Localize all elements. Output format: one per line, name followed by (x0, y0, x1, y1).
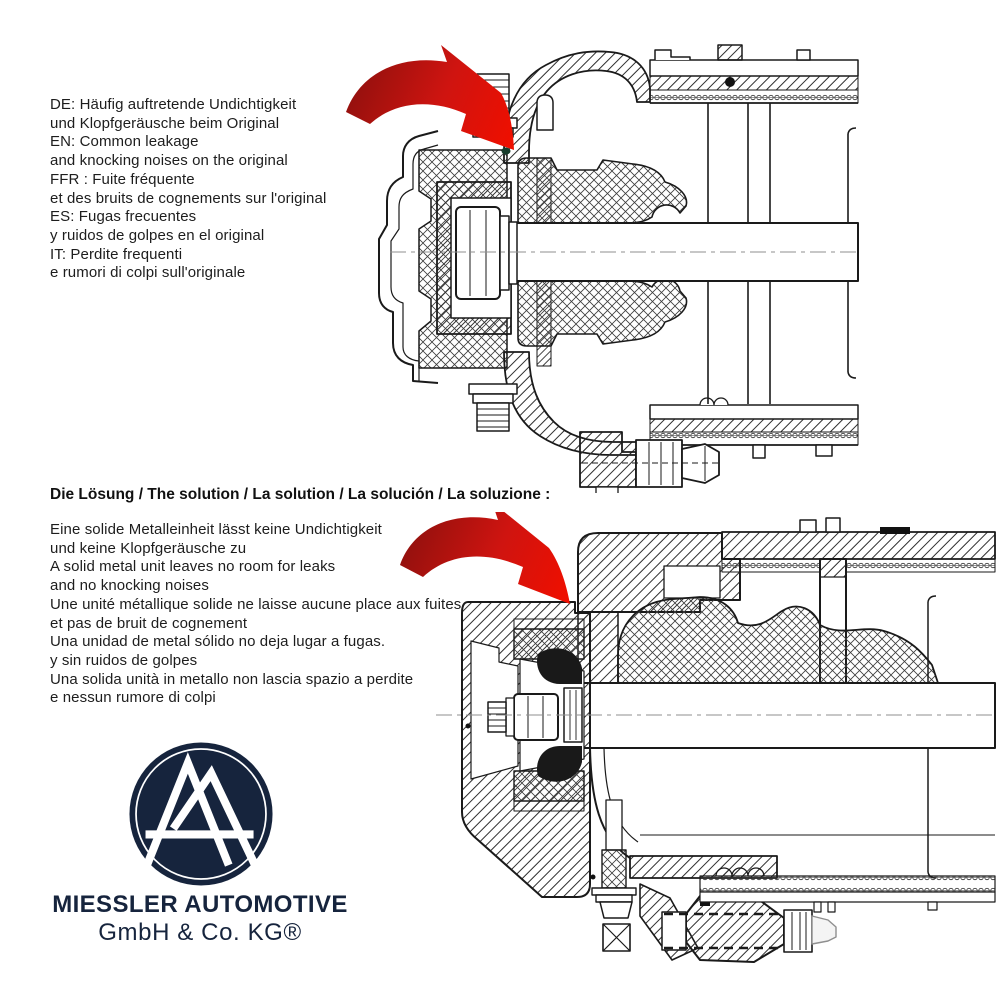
problem-line: DE: Häufig auftretende Undichtigkeit (50, 96, 297, 113)
solution-line: Una solida unità in metallo non lascia spazio a perdite (50, 670, 414, 688)
problem-line: ES: Fugas frecuentes (50, 208, 197, 226)
solution-line: e nessun rumore di colpi (50, 689, 216, 707)
solution-heading: Die Lösung / The solution / La solution / La solución / La soluzione : (50, 486, 551, 503)
bottom-technical-drawing (400, 512, 1000, 1000)
solution-line: A solid metal unit leaves no room for leaks (50, 558, 336, 576)
problem-line: y ruidos de golpes en el original (50, 226, 265, 244)
solution-line: und keine Klopfgeräusche zu (50, 539, 247, 557)
problem-line: EN: Common leakage (50, 133, 199, 151)
solution-line: Una unidad de metal sólido no deja lugar a fugas. (50, 633, 386, 651)
dome-shell (504, 51, 650, 163)
solution-line: Une unité métallique solide ne laisse aucune place aux fuites (50, 595, 462, 613)
problem-line: et des bruits de cognements sur l'original (50, 189, 327, 207)
rubber-boot-lower (518, 279, 687, 346)
solution-line: and no knocking noises (50, 577, 209, 595)
red-arrow-icon (400, 512, 570, 604)
top-plate (650, 45, 858, 103)
bottom-stud (469, 384, 517, 431)
rubber-boot (618, 597, 938, 683)
solution-line: Eine solide Metalleinheit lässt keine Undichtigkeit (50, 521, 382, 538)
problem-line: and knocking noises on the original (50, 152, 288, 170)
top-technical-drawing (340, 5, 870, 493)
company-logo (128, 741, 274, 887)
solution-line: y sin ruidos de golpes (50, 651, 198, 669)
leak-point-mark (502, 148, 511, 155)
rubber-boot-upper (518, 158, 687, 223)
company-legal-form: GmbH & Co. KG® (98, 919, 302, 946)
company-name: MIESSLER AUTOMOTIVE (52, 891, 348, 918)
problem-line: e rumori di colpi sull'originale (50, 264, 246, 282)
top-plate (722, 518, 995, 572)
problem-line: FFR : Fuite fréquente (50, 170, 195, 188)
solution-line: et pas de bruit de cognement (50, 614, 248, 632)
original-part-section (379, 45, 860, 493)
problem-line: und Klopfgeräusche beim Original (50, 114, 280, 132)
bottom-shell (504, 352, 650, 455)
rod-nut (456, 207, 517, 299)
problem-line: IT: Perdite frequenti (50, 245, 183, 263)
problem-text-block (50, 96, 326, 283)
